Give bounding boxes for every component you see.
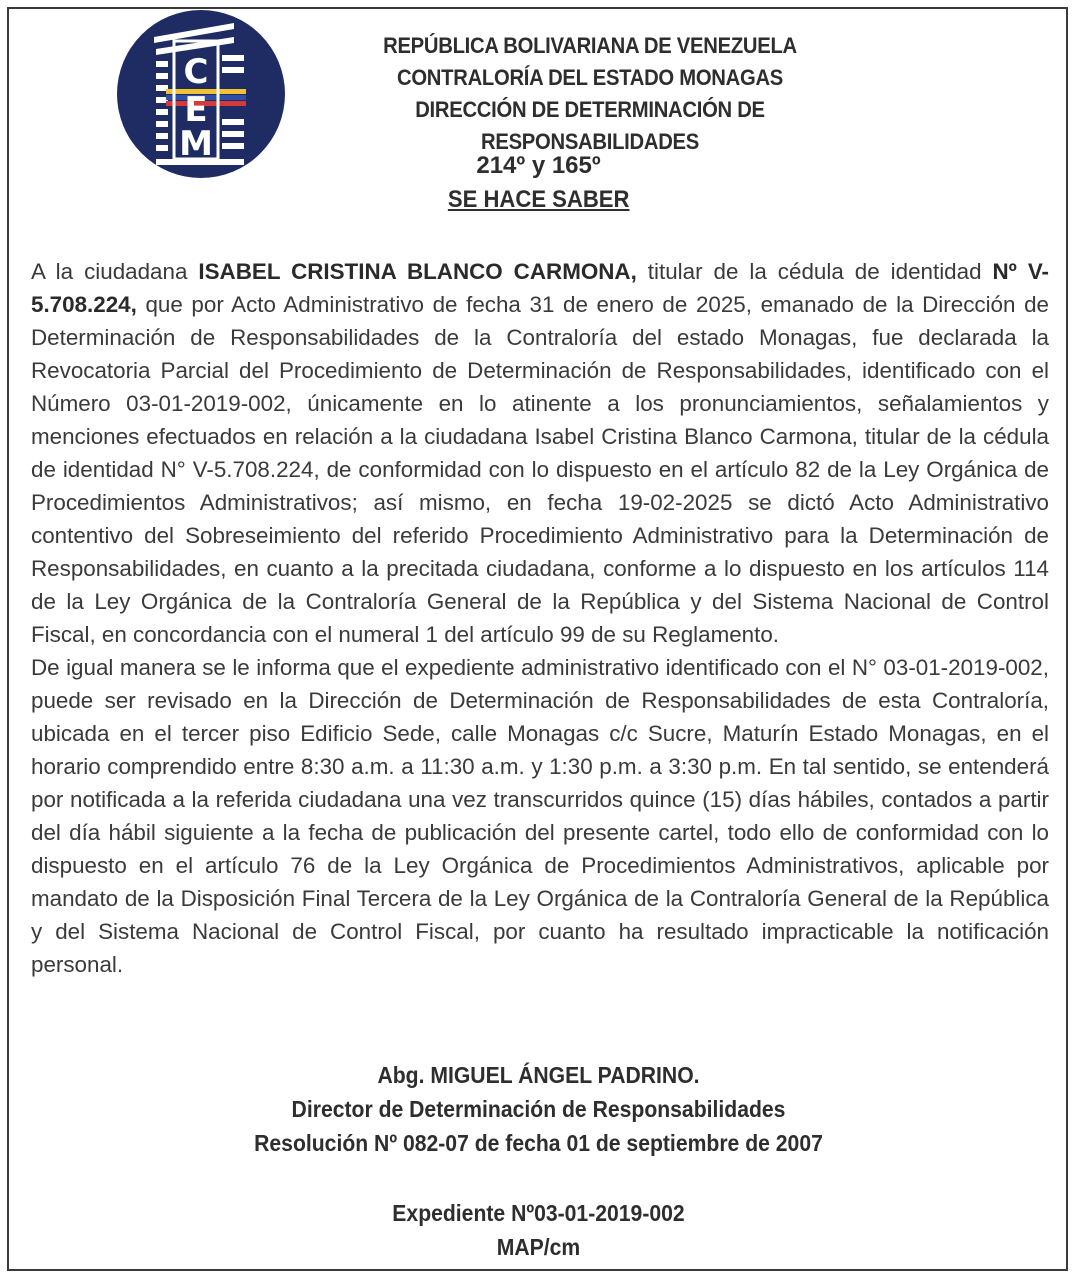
footer-block [0, 1196, 1077, 1264]
signer-name: Abg. MIGUEL ÁNGEL PADRINO. [377, 1062, 700, 1088]
signer-role: Director de Determinación de Responsabilidades [291, 1096, 786, 1122]
notice-title-text: SE HACE SABER [447, 186, 630, 213]
expediente-number: Expediente Nº03-01-2019-002 [392, 1200, 685, 1226]
p1-intro: A la ciudadana [31, 259, 199, 284]
notice-body [31, 255, 1049, 981]
p1-mid: titular de la cédula de identidad [636, 259, 993, 284]
logo-letter-m: M [179, 124, 213, 164]
citizen-id: Nº V-5.708.224, [31, 259, 1049, 317]
years-line: 214º y 165º [476, 152, 601, 179]
logo-letter-e: E [184, 90, 208, 130]
paragraph-2: De igual manera se le informa que el expediente administrativo identificado con el N° 03-01-2019-002, puede ser revisado en la Dirección de Determinación de Responsabilidades de esta Contraloría, ubicada en el tercer piso Edificio Sede, calle Monagas c/c Sucre, Maturín Estado Monagas, en el horario comprendido entre 8:30 a.m. a 11:30 a.m. y 1:30 p.m. a 3:30 p.m. En tal sentido, se entenderá por notificada a la referida ciudadana una vez transcurridos quince (15) días hábiles, contados a partir del día hábil siguiente a la fecha de publicación del presente cartel, todo ello de conformidad con lo dispuesto en el artículo 76 de la Ley Orgánica de Procedimientos Administrativos, aplicable por mandato de la Disposición Final Tercera de la Ley Orgánica de la Contraloría General de la República y del Sistema Nacional de Control Fiscal, por cuanto ha resultado impracticable la notificación personal. [31, 655, 1049, 977]
logo-letter-c: C [183, 52, 209, 92]
header-department: DIRECCIÓN DE DETERMINACIÓN DE RESPONSABILIDADES [415, 97, 765, 154]
signer-resolution: Resolución Nº 082-07 de fecha 01 de septiembre de 2007 [254, 1130, 823, 1156]
p1-rest: que por Acto Administrativo de fecha 31 de enero de 2025, emanado de la Dirección de Determinación de Responsabilidades de la Contraloría del estado Monagas, fue declarada la Revocatoria Parcial del Procedimiento de Determinación de Responsabilidades, identificado con el Número 03-01-2019-002, únicamente en lo atinente a los pronunciamientos, señalamientos y menciones efectuados en relación a la ciudadana Isabel Cristina Blanco Carmona, titular de la cédula de identidad N° V-5.708.224, de conformidad con lo dispuesto en el artículo 82 de la Ley Orgánica de Procedimientos Administrativos; así mismo, en fecha 19-02-2025 se dictó Acto Administrativo contentivo del Sobreseimiento del referido Procedimiento Administrativo para la Determinación de Responsabilidades, en cuanto a la precitada ciudadana, conforme a lo dispuesto en los artículos 114 de la Ley Orgánica de la Contraloría General de la República y del Sistema Nacional de Control Fiscal, en concordancia con el numeral 1 del artículo 99 de su Reglamento. [31, 292, 1049, 647]
reference-initials: MAP/cm [496, 1234, 581, 1260]
header-institution: CONTRALORÍA DEL ESTADO MONAGAS [396, 65, 784, 90]
institution-header [290, 30, 890, 158]
notice-title [0, 184, 1077, 216]
paragraph-1 [31, 255, 1049, 651]
header-country: REPÚBLICA BOLIVARIANA DE VENEZUELA [383, 33, 797, 58]
signature-block [0, 1058, 1077, 1160]
citizen-name: ISABEL CRISTINA BLANCO CARMONA, [198, 259, 637, 284]
